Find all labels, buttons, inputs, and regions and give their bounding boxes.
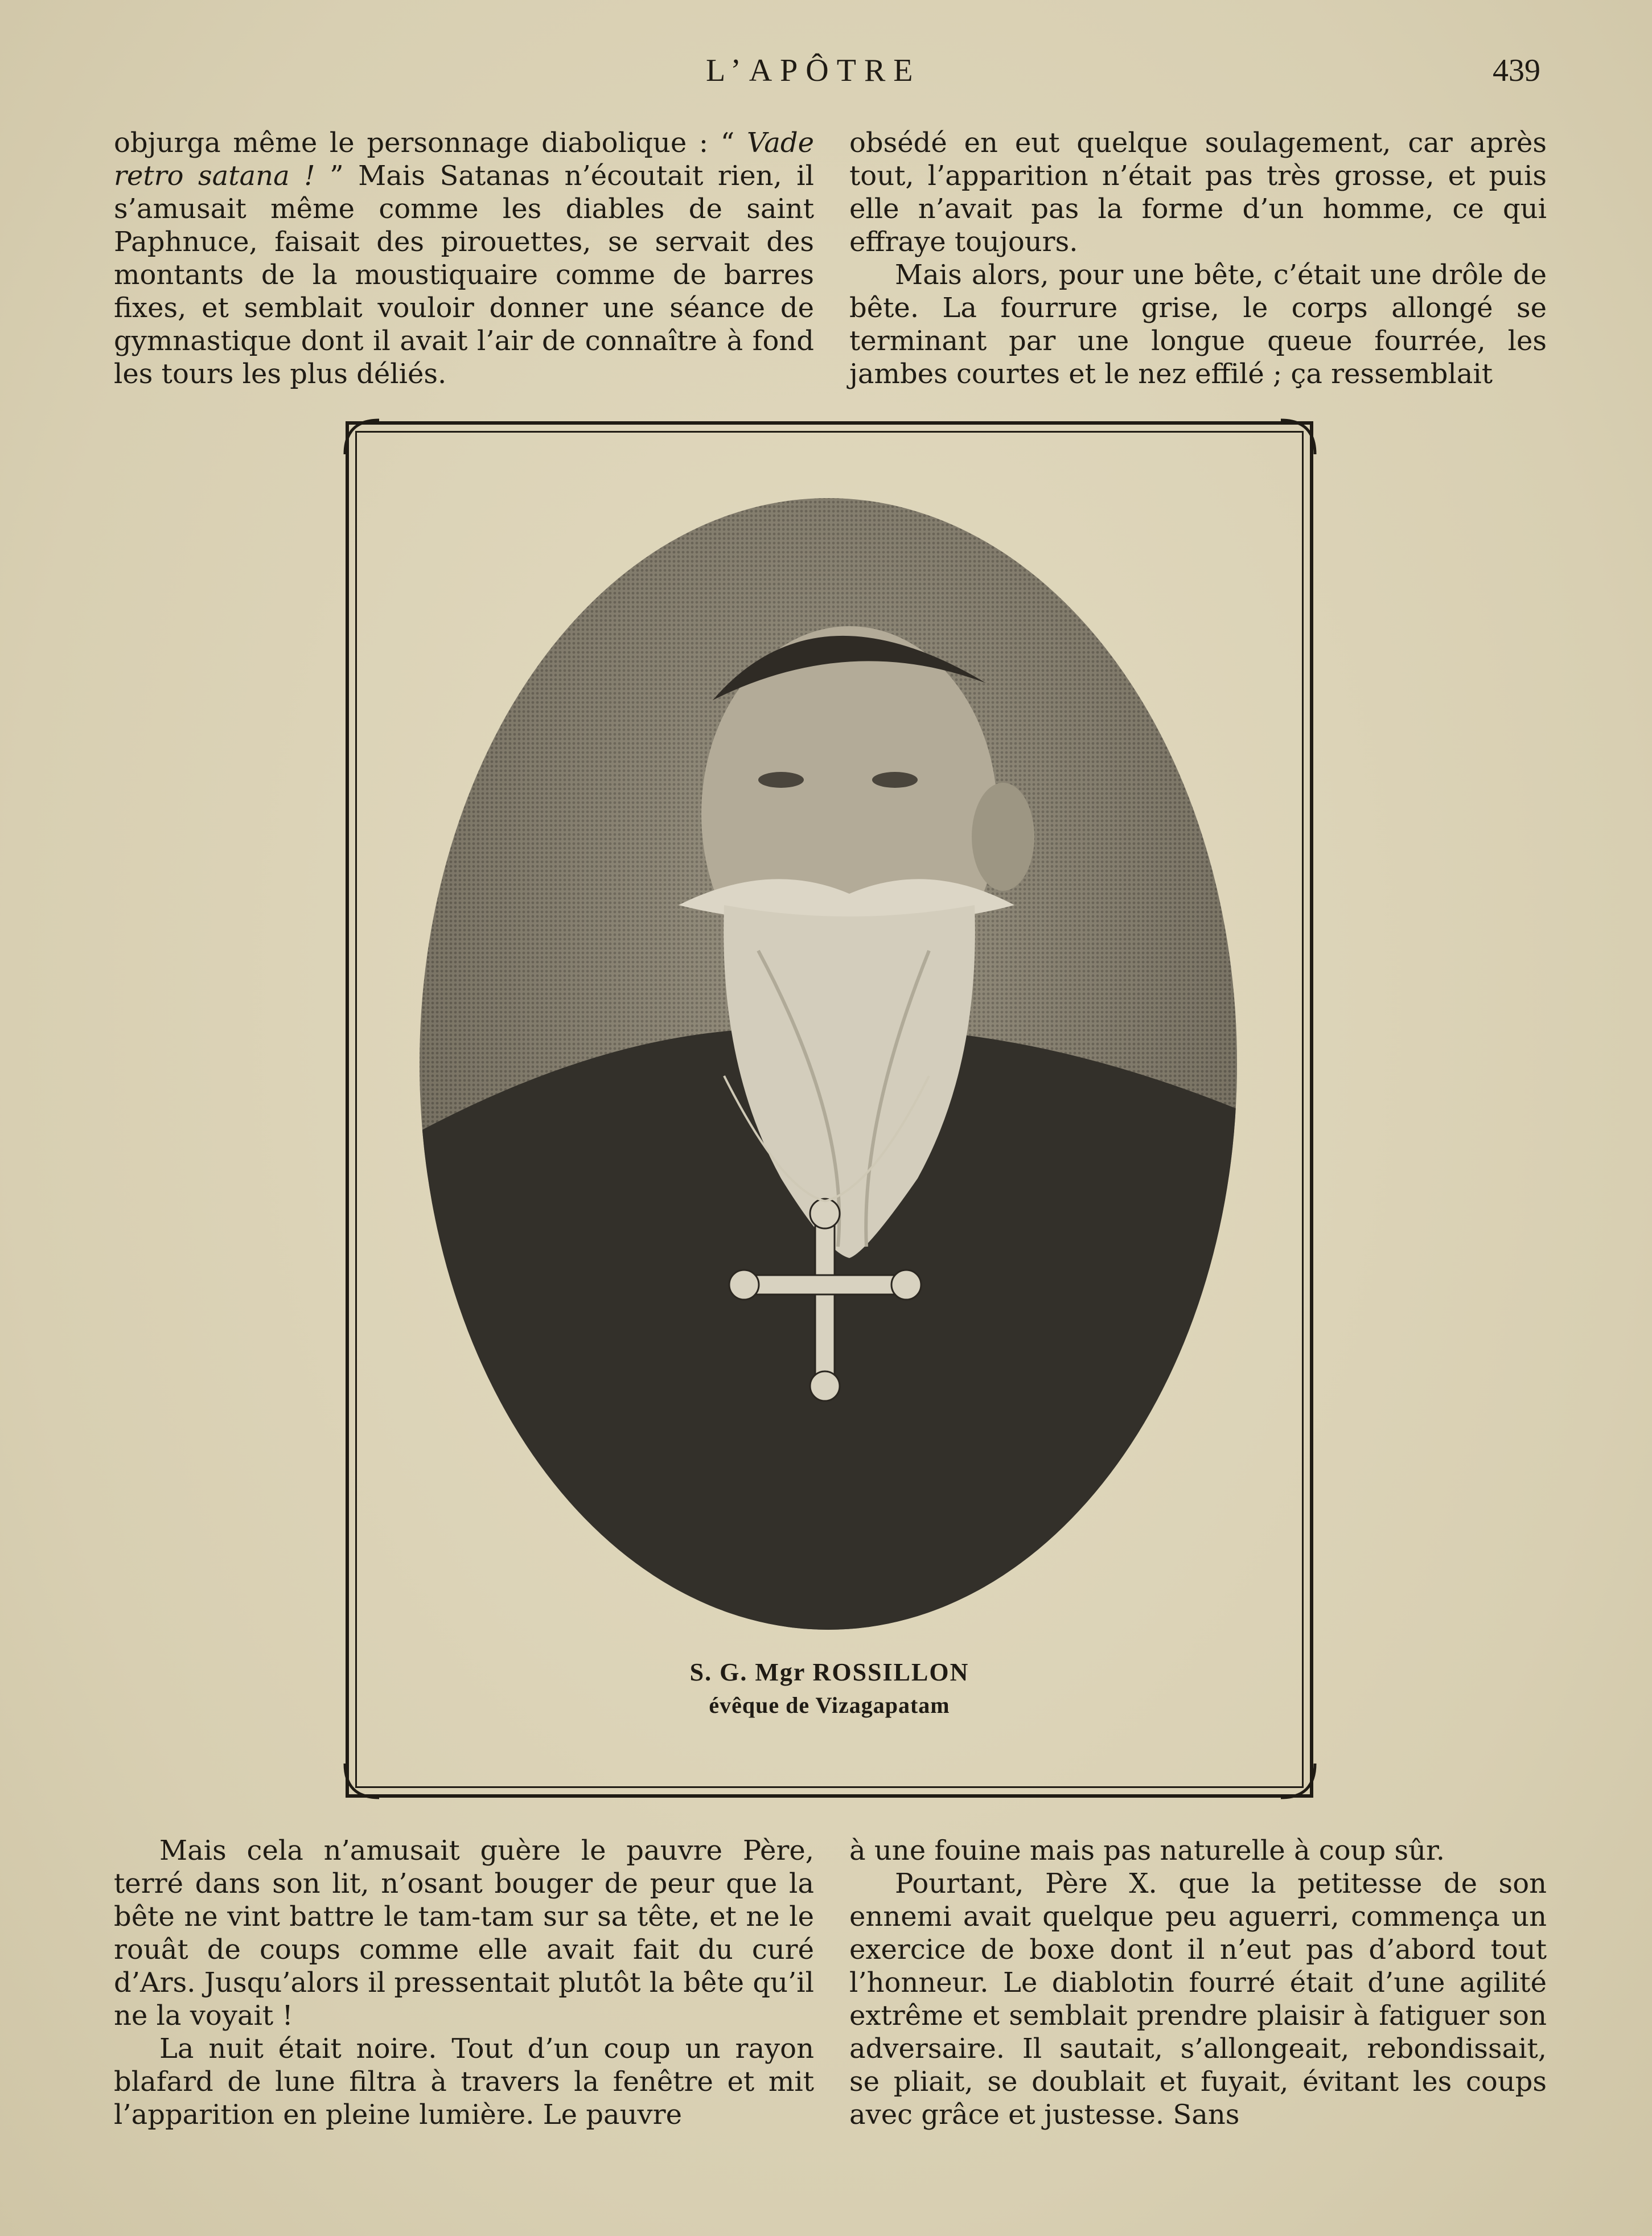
figure-caption-title: évêque de Vizagapatam: [709, 1692, 950, 1718]
text-run: ” Mais Satanas n’écoutait rien, il s’amusait même comme les diables de saint Paphnuce, faisait des pirouettes, se servait des montants de la moustiquaire comme de barres fixes, et semblait vouloir donner une séance de gymnastique dont il avait l’air de connaître à fond les tours les plus déliés.: [114, 160, 815, 390]
italic-text-run: Vade retro satana !: [114, 127, 814, 192]
frame-corner-ornament-icon: [1275, 414, 1321, 460]
paragraph: Pourtant, Père X. que la petitesse de son ennemi avait quelque peu aguerri, commença un exercice de boxe dont il n’eut pas d’abord tout l’honneur. Le diablotin fourré était d’une agilité extrême et semblait prendre plaisir à fatiguer son adversaire. Il sautait, s’allongeait, rebondissait, se pliait, se doublait et fuyait, évitant les coups avec grâce et justesse. Sans: [849, 1868, 1547, 2131]
paragraph: à une fouine mais pas naturelle à coup sûr.: [849, 1835, 1445, 1867]
paragraph: [114, 126, 814, 391]
page-number: 439: [1493, 53, 1540, 88]
running-title: L’APÔTRE: [706, 53, 921, 88]
paragraph: Mais alors, pour une bête, c’était une drôle de bête. La fourrure grise, le corps allongé se terminant par une longue queue fourrée, les jambes courtes et le nez effilé ; ça ressemblait: [849, 259, 1547, 390]
paragraph: La nuit était noire. Tout d’un coup un rayon blafard de lune filtra à travers la fenêtre et mit l’apparition en pleine lumière. Le pauvre: [114, 2033, 814, 2131]
frame-corner-ornament-icon: [339, 1758, 385, 1803]
frame-corner-ornament-icon: [1275, 1758, 1321, 1803]
portrait-photo: [417, 495, 1240, 1633]
running-head: [0, 52, 1652, 92]
column-top-right: [849, 126, 1547, 391]
text-run: objurga même le personnage diabolique : “: [114, 127, 747, 159]
column-bottom-left: [114, 1834, 814, 2131]
column-bottom-right: [849, 1834, 1547, 2131]
figure-caption-name: S. G. Mgr ROSSILLON: [689, 1658, 969, 1686]
paragraph: obsédé en eut quelque soulagement, car après tout, l’apparition n’était pas très grosse, et puis elle n’avait pas la forme d’un homme, ce qui effraye toujours.: [849, 127, 1547, 258]
paragraph: Mais cela n’amusait guère le pauvre Père, terré dans son lit, n’osant bouger de peur que la bête ne vint battre le tam-tam sur sa tête, et ne le rouât de coups comme elle avait fait du curé d’Ars. Jusqu’alors il pressentait plutôt la bête qu’il ne la voyait !: [114, 1835, 814, 2032]
frame-corner-ornament-icon: [339, 414, 385, 460]
column-top-left: [114, 126, 814, 391]
